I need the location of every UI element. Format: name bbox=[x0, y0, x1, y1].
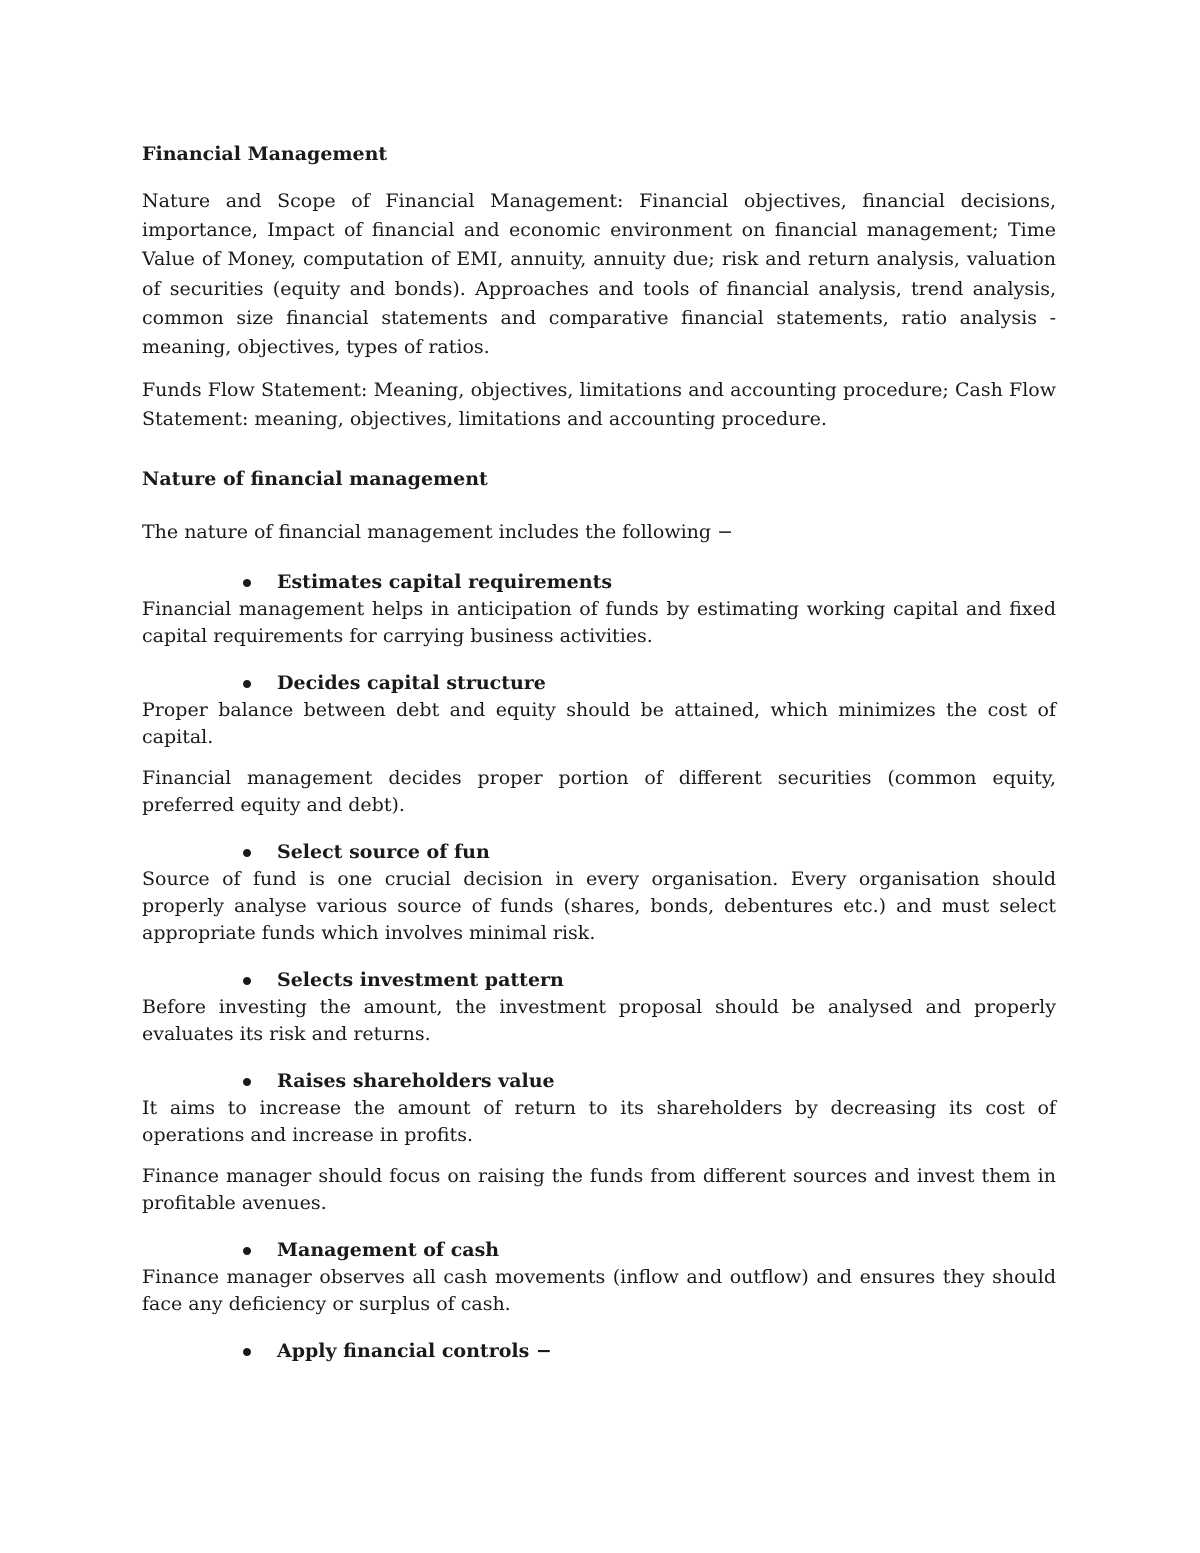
bullet-icon bbox=[243, 977, 251, 985]
bullet-heading bbox=[142, 569, 1056, 596]
bullet-heading-text: Estimates capital requirements bbox=[277, 570, 613, 593]
document-title: Financial Management bbox=[142, 143, 388, 165]
bullet-heading bbox=[142, 839, 1056, 866]
syllabus-paragraph: Funds Flow Statement: Meaning, objectives, limitations and accounting procedure; Cash Flow Statement: meaning, objectives, limitations and accounting procedure. bbox=[142, 379, 1056, 431]
bullet-heading-text: Select source of fun bbox=[277, 840, 490, 863]
bullet-heading bbox=[142, 1338, 1056, 1365]
bullet-icon bbox=[243, 849, 251, 857]
bullet-heading bbox=[142, 1237, 1056, 1264]
bullet-heading-text: Decides capital structure bbox=[277, 671, 546, 694]
bullet-heading-text: Apply financial controls − bbox=[277, 1339, 552, 1362]
bullet-paragraph: Before investing the amount, the investment proposal should be analysed and properly evaluates its risk and returns. bbox=[142, 995, 1056, 1045]
bullet-item bbox=[142, 670, 1056, 819]
bullet-icon bbox=[243, 680, 251, 688]
bullet-icon bbox=[243, 579, 251, 587]
bullet-item bbox=[142, 967, 1056, 1048]
document-page bbox=[142, 140, 1056, 1365]
bullet-paragraph: Finance manager observes all cash movements (inflow and outflow) and ensures they should face any deficiency or surplus of cash. bbox=[142, 1265, 1056, 1315]
bullet-heading-text: Management of cash bbox=[277, 1238, 500, 1261]
section-heading: Nature of financial management bbox=[142, 467, 488, 490]
bullet-item bbox=[142, 1068, 1056, 1217]
bullet-heading bbox=[142, 1068, 1056, 1095]
bullet-icon bbox=[243, 1078, 251, 1086]
bullet-item bbox=[142, 1338, 1056, 1365]
bullet-paragraph: Finance manager should focus on raising the funds from different sources and invest them in profitable avenues. bbox=[142, 1164, 1056, 1214]
bullet-heading bbox=[142, 967, 1056, 994]
bullet-paragraph: Source of fund is one crucial decision in every organisation. Every organisation should properly analyse various source of funds (shares, bonds, debentures etc.) and must select appropriate funds which involves minimal risk. bbox=[142, 867, 1056, 944]
bullet-item bbox=[142, 839, 1056, 947]
bullet-item bbox=[142, 1237, 1056, 1318]
bullet-paragraph: It aims to increase the amount of return to its shareholders by decreasing its cost of operations and increase in profits. bbox=[142, 1096, 1056, 1146]
bullet-item bbox=[142, 569, 1056, 650]
bullet-heading-text: Selects investment pattern bbox=[277, 968, 564, 991]
bullet-icon bbox=[243, 1247, 251, 1255]
bullet-paragraph: Financial management helps in anticipation of funds by estimating working capital and fixed capital requirements for carrying business activities. bbox=[142, 597, 1056, 647]
bullet-heading-text: Raises shareholders value bbox=[277, 1069, 555, 1092]
bullet-paragraph: Proper balance between debt and equity should be attained, which minimizes the cost of capital. bbox=[142, 698, 1056, 748]
bullet-paragraph: Financial management decides proper portion of different securities (common equity, preferred equity and debt). bbox=[142, 766, 1056, 816]
syllabus-paragraph: Nature and Scope of Financial Management: Financial objectives, financial decisions, importance, Impact of financial and economic environment on financial management; Time Value of Money, computation of EMI, annuity, annuity due; risk and return analysis, valuation of securities (equity and bonds). Approaches and tools of financial analysis, trend analysis, common size financial statements and comparative financial statements, ratio analysis - meaning, objectives, types of ratios. bbox=[142, 190, 1056, 359]
section-intro: The nature of financial management includes the following − bbox=[142, 520, 734, 543]
bullet-heading bbox=[142, 670, 1056, 697]
bullet-icon bbox=[243, 1348, 251, 1356]
